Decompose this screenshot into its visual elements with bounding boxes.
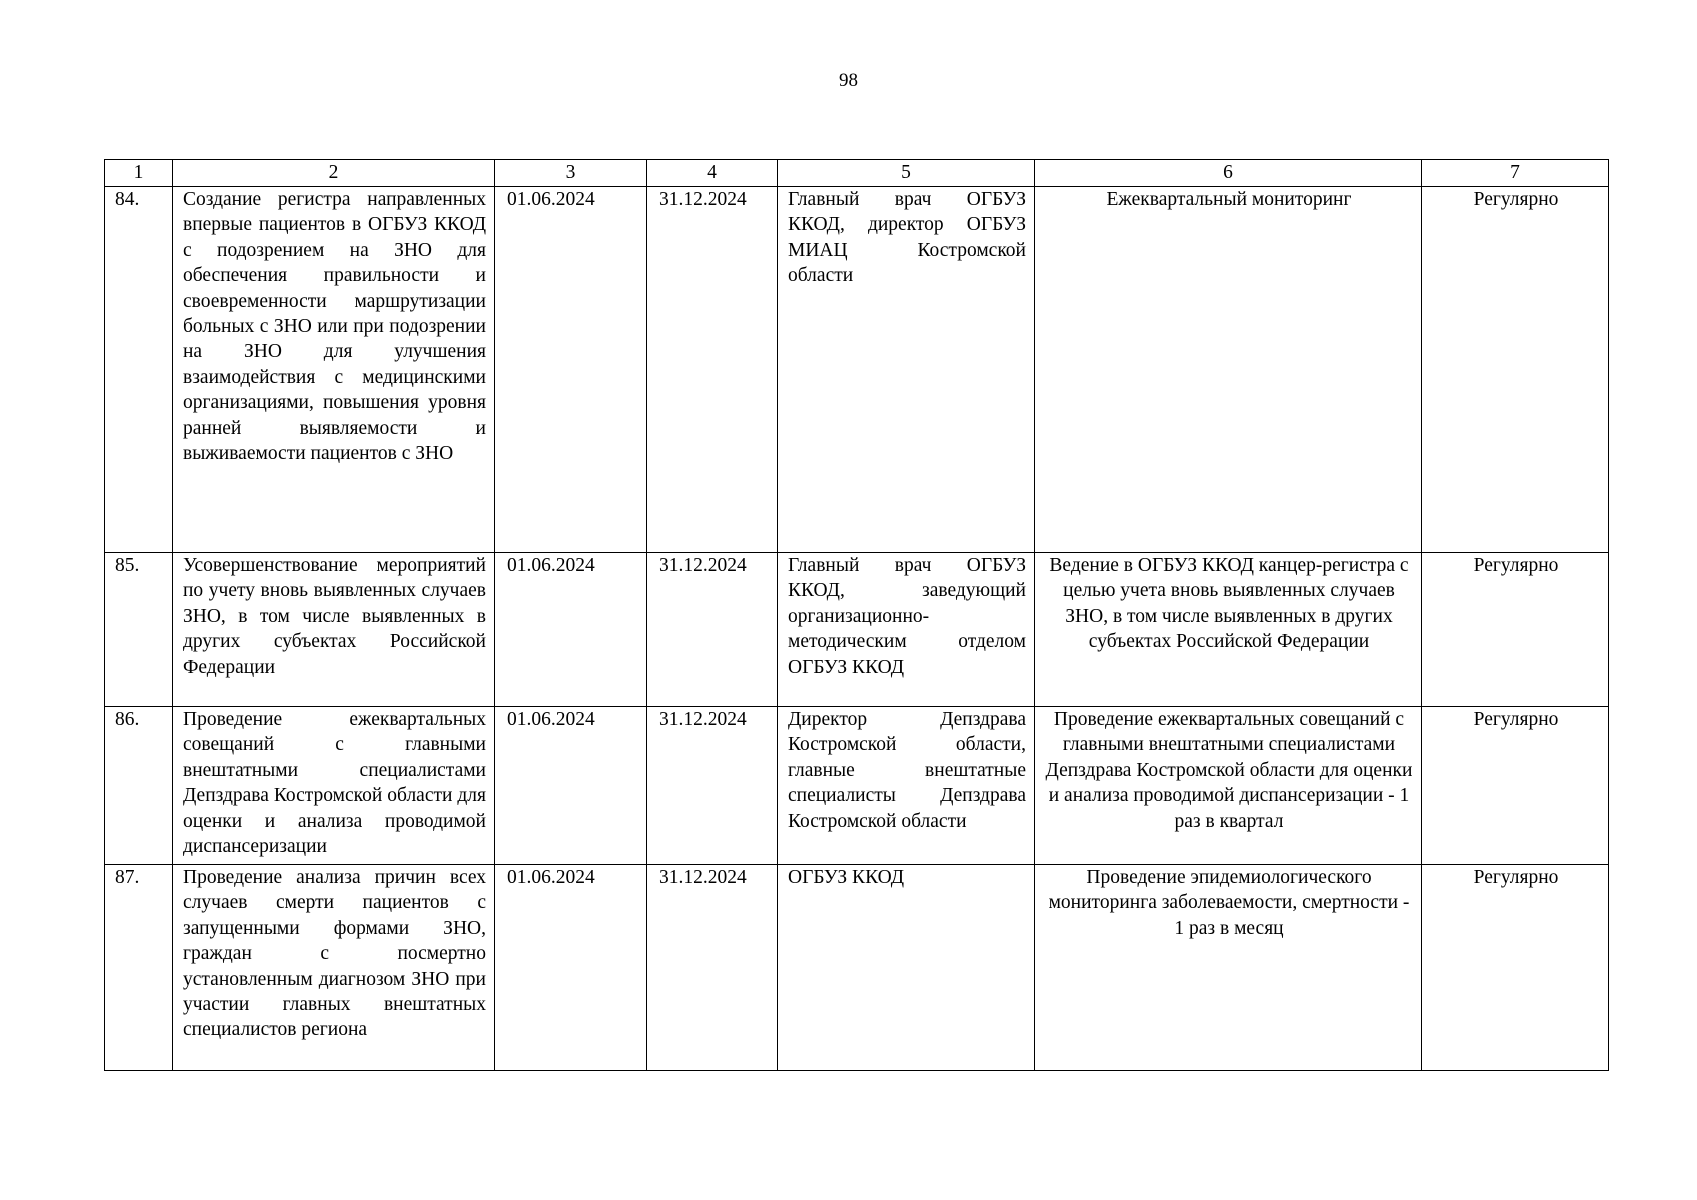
- responsible-cell: ОГБУЗ ККОД: [778, 865, 1035, 1071]
- row-number: 84.: [105, 187, 173, 553]
- table-header-row: [105, 160, 1609, 187]
- table-row: [105, 865, 1609, 1071]
- table-row: [105, 187, 1609, 553]
- column-header: 6: [1035, 160, 1422, 187]
- column-header: 2: [173, 160, 495, 187]
- column-header: 1: [105, 160, 173, 187]
- column-header: 5: [778, 160, 1035, 187]
- end-date-cell: 31.12.2024: [647, 553, 778, 707]
- start-date-cell: 01.06.2024: [495, 553, 647, 707]
- frequency-cell: Регулярно: [1422, 865, 1609, 1071]
- measure-cell: Создание регистра направленных впервые пациентов в ОГБУЗ ККОД с подозрением на ЗНО для обеспечения правильности и своевременности маршрутизации больных с ЗНО или при подозрении на ЗНО для улучшения взаимодействия с медицинскими организациями, повышения уровня ранней выявляемости и выживаемости пациентов с ЗНО: [173, 187, 495, 553]
- responsible-cell: Главный врач ОГБУЗ ККОД, заведующий организационно-методическим отделом ОГБУЗ ККОД: [778, 553, 1035, 707]
- end-date-cell: 31.12.2024: [647, 707, 778, 865]
- frequency-cell: Регулярно: [1422, 707, 1609, 865]
- start-date-cell: 01.06.2024: [495, 865, 647, 1071]
- end-date-cell: 31.12.2024: [647, 865, 778, 1071]
- responsible-cell: Главный врач ОГБУЗ ККОД, директор ОГБУЗ МИАЦ Костромской области: [778, 187, 1035, 553]
- frequency-cell: Регулярно: [1422, 553, 1609, 707]
- result-cell: Ежеквартальный мониторинг: [1035, 187, 1422, 553]
- measures-table: [104, 159, 1609, 1071]
- row-number: 85.: [105, 553, 173, 707]
- start-date-cell: 01.06.2024: [495, 707, 647, 865]
- result-cell: Проведение эпидемиологического мониторинга заболеваемости, смертности - 1 раз в месяц: [1035, 865, 1422, 1071]
- page-number: 98: [839, 70, 858, 91]
- table-row: [105, 707, 1609, 865]
- measure-cell: Проведение ежеквартальных совещаний с главными внештатными специалистами Депздрава Костромской области для оценки и анализа проводимой диспансеризации: [173, 707, 495, 865]
- end-date-cell: 31.12.2024: [647, 187, 778, 553]
- frequency-cell: Регулярно: [1422, 187, 1609, 553]
- table-row: [105, 553, 1609, 707]
- start-date-cell: 01.06.2024: [495, 187, 647, 553]
- measure-cell: Проведение анализа причин всех случаев смерти пациентов с запущенными формами ЗНО, граждан с посмертно установленным диагнозом ЗНО при участии главных внештатных специалистов региона: [173, 865, 495, 1071]
- row-number: 87.: [105, 865, 173, 1071]
- column-header: 3: [495, 160, 647, 187]
- column-header: 4: [647, 160, 778, 187]
- result-cell: Проведение ежеквартальных совещаний с главными внештатными специалистами Депздрава Костромской области для оценки и анализа проводимой диспансеризации - 1 раз в квартал: [1035, 707, 1422, 865]
- column-header: 7: [1422, 160, 1609, 187]
- row-number: 86.: [105, 707, 173, 865]
- responsible-cell: Директор Депздрава Костромской области, главные внештатные специалисты Депздрава Костромской области: [778, 707, 1035, 865]
- measure-cell: Усовершенствование мероприятий по учету вновь выявленных случаев ЗНО, в том числе выявленных в других субъектах Российской Федерации: [173, 553, 495, 707]
- result-cell: Ведение в ОГБУЗ ККОД канцер-регистра с целью учета вновь выявленных случаев ЗНО, в том числе выявленных в других субъектах Российской Федерации: [1035, 553, 1422, 707]
